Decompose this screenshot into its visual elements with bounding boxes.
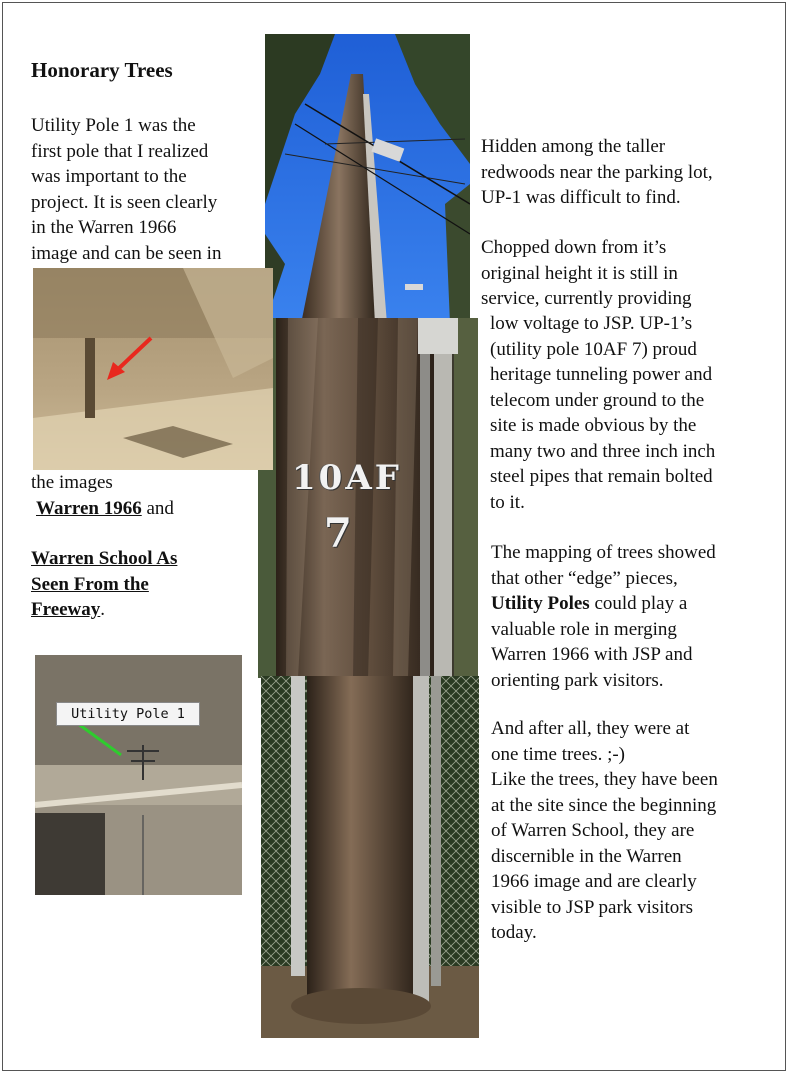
link-freeway-line[interactable]: Warren School As — [31, 548, 178, 569]
right-line: And after all, they were at — [491, 718, 690, 739]
cont-line: the images — [31, 472, 113, 493]
intro-line: first pole that I realized — [31, 140, 209, 162]
pole-tag-line-2: 7 — [324, 510, 352, 557]
right-line: heritage tunneling power and — [490, 364, 713, 385]
utility-poles-bold: Utility Poles — [491, 593, 590, 614]
right-para-2-top — [481, 235, 692, 312]
right-para-1 — [481, 134, 713, 211]
right-line: today. — [491, 922, 537, 943]
right-para-2-rest — [490, 311, 715, 515]
pole-sky-photo — [265, 34, 470, 324]
period: . — [100, 599, 106, 620]
pole-base-photo — [261, 676, 479, 1038]
pole-tag-line-1: 10AF — [292, 458, 402, 498]
right-line: telecom under ground to the — [490, 389, 705, 411]
intro-line: image and can be seen in — [31, 242, 222, 264]
intro-line: Utility Pole 1 was the — [31, 115, 196, 136]
right-line: 1966 image and are clearly — [491, 871, 697, 892]
right-line: The mapping of trees showed — [491, 542, 716, 563]
right-line: discernible in the Warren — [491, 845, 682, 867]
right-line: at the site since the beginning — [491, 794, 717, 816]
right-line: one time trees. ;-) — [491, 743, 626, 765]
sepia-detail-photo — [33, 268, 273, 470]
link-freeway-line[interactable]: Freeway — [31, 599, 101, 620]
right-line: low voltage to JSP. UP-1’s — [490, 313, 693, 334]
right-line: Chopped down from it’s — [481, 237, 667, 258]
right-line: Like the trees, they have been — [491, 769, 718, 790]
right-line: (utility pole 10AF 7) proud — [490, 338, 697, 360]
right-line: redwoods near the parking lot, — [481, 161, 713, 183]
right-line: valuable role in merging — [491, 618, 677, 640]
right-line: to it. — [490, 491, 525, 513]
left-intro — [31, 113, 221, 266]
utility-pole-inset-photo — [35, 655, 242, 895]
right-line: service, currently providing — [481, 288, 692, 309]
right-line: steel pipes that remain bolted — [490, 466, 713, 487]
right-line: original height it is still in — [481, 262, 678, 284]
right-para-4 — [491, 716, 718, 946]
right-line: UP-1 was difficult to find. — [481, 187, 681, 208]
left-continuation — [31, 470, 177, 623]
link-warren-1966[interactable]: Warren 1966 — [36, 497, 142, 519]
link-freeway-line[interactable]: Seen From the — [31, 573, 149, 595]
intro-line: was important to the — [31, 166, 187, 187]
right-line: visible to JSP park visitors — [491, 896, 693, 918]
right-line-rest: could play a — [589, 593, 688, 614]
right-para-3 — [491, 540, 716, 693]
pole-tag-photo — [258, 318, 478, 678]
right-line: of Warren School, they are — [491, 820, 695, 841]
and-text: and — [141, 497, 174, 519]
right-line: Hidden among the taller — [481, 136, 666, 157]
intro-line: in the Warren 1966 — [31, 217, 177, 238]
right-line: Warren 1966 with JSP and — [491, 644, 693, 665]
utility-pole-label: Utility Pole 1 — [56, 702, 200, 726]
intro-line: project. It is seen clearly — [31, 191, 218, 213]
right-line: site is made obvious by the — [490, 415, 697, 436]
right-line: that other “edge” pieces, — [491, 567, 678, 589]
page-title: Honorary Trees — [31, 58, 173, 82]
right-line: many two and three inch inch — [490, 440, 716, 462]
right-line: orienting park visitors. — [491, 669, 664, 691]
